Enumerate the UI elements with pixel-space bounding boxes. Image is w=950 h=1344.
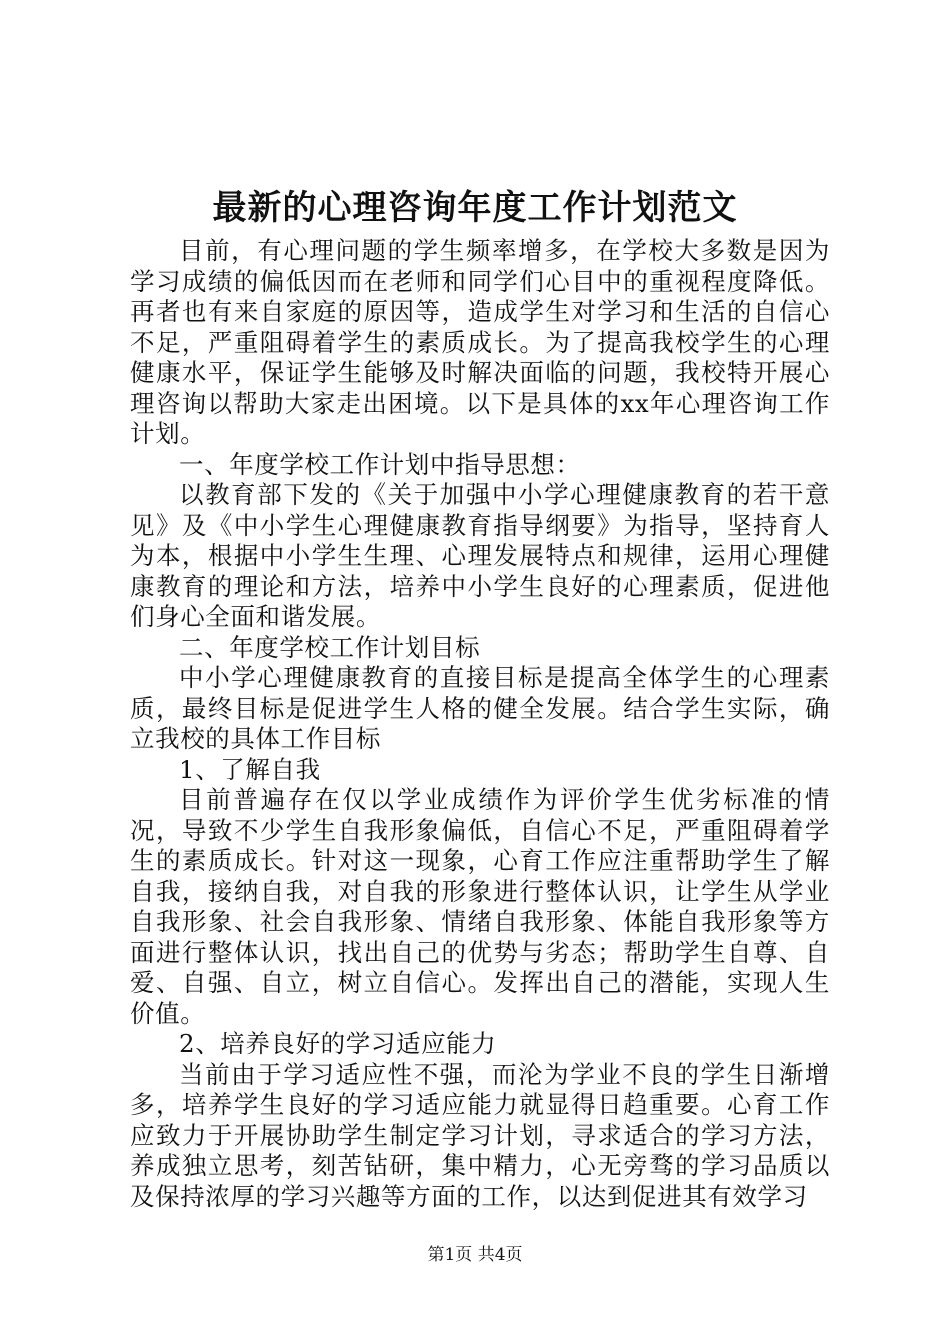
page-number-footer: 第1页 共4页 <box>427 1245 523 1265</box>
paragraph-guiding-ideology: 以教育部下发的《关于加强中小学心理健康教育的若干意见》及《中小学生心理健康教育指导纲要》为指导，坚持育人为本，根据中小学生生理、心理发展特点和规律，运用心理健康教育的理论和方法，培养中小学生良好的心理素质，促进他们身心全面和谐发展。 <box>130 480 830 631</box>
paragraph-work-goals: 中小学心理健康教育的直接目标是提高全体学生的心理素质，最终目标是促进学生人格的健全发展。结合学生实际，确立我校的具体工作目标 <box>130 663 830 753</box>
paragraph-intro: 目前，有心理问题的学生频率增多，在学校大多数是因为学习成绩的偏低因而在老师和同学们心目中的重视程度降低。再者也有来自家庭的原因等，造成学生对学习和生活的自信心不足，严重阻碍着学生的素质成长。为了提高我校学生的心理健康水平，保证学生能够及时解决面临的问题，我校特开展心理咨询以帮助大家走出困境。以下是具体的xx年心理咨询工作计划。 <box>130 236 830 448</box>
document-body <box>130 236 830 1212</box>
paragraph-learning-adaptability: 当前由于学习适应性不强，而沦为学业不良的学生日渐增多，培养学生良好的学习适应能力就显得日趋重要。心育工作应致力于开展协助学生制定学习计划，寻求适合的学习方法，养成独立思考，刻苦钻研，集中精力，心无旁骛的学习品质以及保持浓厚的学习兴趣等方面的工作，以达到促进其有效学习 <box>130 1059 830 1211</box>
heading-know-yourself: 1、了解自我 <box>179 754 321 784</box>
document-title: 最新的心理咨询年度工作计划范文 <box>212 188 738 228</box>
paragraph-know-yourself: 目前普遍存在仅以学业成绩作为评价学生优劣标准的情况，导致不少学生自我形象偏低，自信心不足，严重阻碍着学生的素质成长。针对这一现象，心育工作应注重帮助学生了解自我，接纳自我，对自我的形象进行整体认识，让学生从学业自我形象、社会自我形象、情绪自我形象、体能自我形象等方面进行整体认识，找出自己的优势与劣态；帮助学生自尊、自爱、自强、自立，树立自信心。发挥出自己的潜能，实现人生价值。 <box>130 785 830 1028</box>
heading-guiding-ideology: 一、年度学校工作计划中指导思想： <box>179 449 581 479</box>
heading-work-goals: 二、年度学校工作计划目标 <box>179 632 481 662</box>
heading-learning-adaptability: 2、培养良好的学习适应能力 <box>179 1029 497 1058</box>
